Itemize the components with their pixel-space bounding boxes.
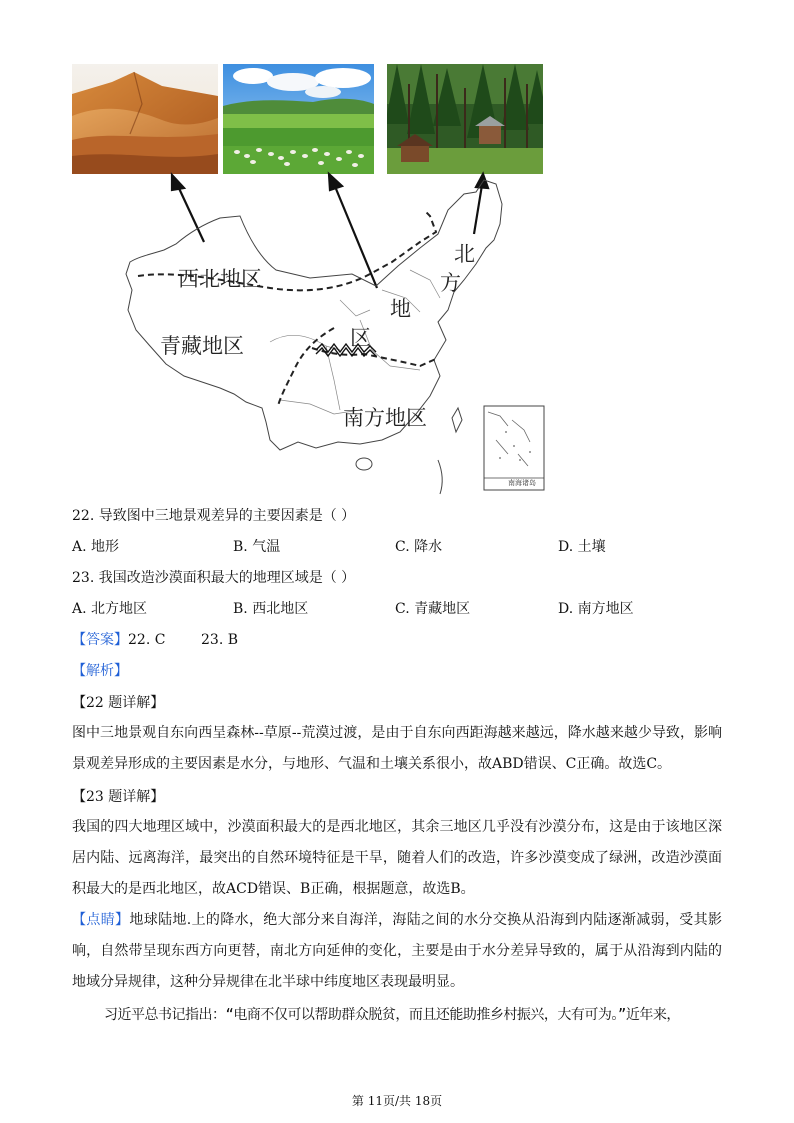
q23-option-a: A. 北方地区: [72, 601, 148, 617]
answer-line: [72, 630, 238, 650]
map-label-north-4: 区: [350, 326, 371, 350]
forest-photo: [387, 64, 543, 174]
question-23-stem: 23. 我国改造沙漠面积最大的地理区域是（ ）: [72, 570, 356, 586]
grassland-photo: [223, 64, 374, 174]
q23-option-c: C. 青藏地区: [395, 601, 471, 617]
page-footer: 第 11页/共 18页: [351, 1094, 443, 1108]
analysis-tag: 【解析】: [72, 663, 128, 679]
q22-option-d: D. 土壤: [558, 539, 606, 555]
q22-option-c: C. 降水: [395, 539, 443, 555]
map-label-north-2: 方: [440, 271, 461, 295]
detail-23-text: 我国的四大地理区域中，沙漠面积最大的是西北地区，其余三地区几乎没有沙漠分布，这是由于该地区深居内陆、远离海洋，最突出的自然环境特征是干旱，随着人们的改造，许多沙漠变成了绿洲，改造沙漠面积最大的是西北地区，故ACD错误、B正确，根据题意，故选B。: [72, 819, 722, 897]
detail-23-title: 【23 题详解】: [72, 789, 165, 805]
question-22-stem: 22. 导致图中三地景观差异的主要因素是（ ）: [72, 508, 356, 524]
q22-option-a: A. 地形: [72, 539, 120, 555]
map-label-south: 南方地区: [343, 406, 427, 430]
map-label-north-1: 北: [454, 242, 475, 266]
tip-text: 地球陆地.上的降水，绝大部分来自海洋，海陆之间的水分交换从沿海到内陆逐渐减弱，受其影响，自然带呈现东西方向更替，南北方向延伸的变化，主要是由于水分差异导致的，属于从沿海到内陆的地域分异规律，这种分异规律在北半球中纬度地区表现最明显。: [72, 912, 723, 990]
q22-option-b: B. 气温: [233, 539, 281, 555]
china-outline: [126, 180, 502, 450]
inset-label: 南海诸岛: [508, 479, 536, 487]
desert-photo: [72, 64, 218, 174]
detail-22-text: 图中三地景观自东向西呈森林--草原--荒漠过渡，是由于自东向西距海越来越远，降水越来越少导致，影响景观差异形成的主要因素是水分，与地形、气温和土壤关系很小，故ABD错误、C正确。故选C。: [72, 725, 722, 772]
map-label-qingzang: 青藏地区: [160, 334, 244, 358]
q23-option-b: B. 西北地区: [233, 601, 309, 617]
tip-paragraph: [72, 905, 722, 998]
next-paragraph: 习近平总书记指出：“电商不仅可以帮助群众脱贫，而且还能助推乡村振兴，大有可为。”近年来，: [104, 1007, 680, 1023]
answer-text: 22. C 23. B: [128, 632, 239, 648]
map-label-north-3: 地: [390, 297, 411, 321]
tip-tag: 【点睛】: [72, 912, 130, 928]
detail-22-title: 【22 题详解】: [72, 695, 165, 711]
answer-tag: 【答案】: [72, 632, 128, 648]
q23-option-d: D. 南方地区: [558, 601, 634, 617]
map-label-northwest: 西北地区: [178, 267, 262, 291]
